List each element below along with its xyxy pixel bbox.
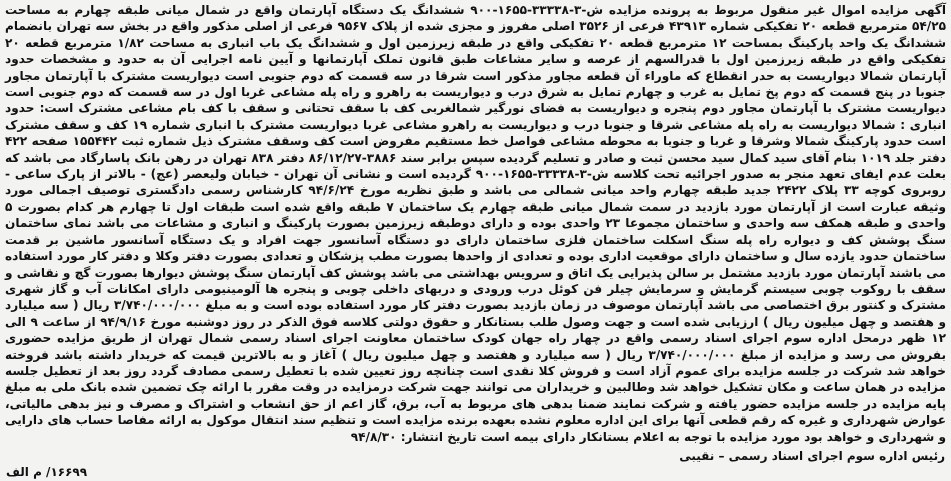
signature-row [6, 449, 945, 463]
notice-signature: رئیس اداره سوم اجرای اسناد رسمی – نقیبی [679, 449, 945, 463]
notice-body: آگهی مزایده اموال غیر منقول مربوط به پرونده مزایده ش-۳-۳۳۳۳۸-۱۶۵۵-۹۰۰ ششدانگ یک دستگاه آپارتمان واقع در شمال میانی طبقه چهارم به مساحت ۵۴/۲۵ مترمربع قطعه ۲۰ تفکیکی شماره ۴۳۹۱۳ فرعی از ۳۵۲۶ اصلی مفروز و مجزی شده از پلاک ۹۵۶۷ فرعی از اصلی مذکور واقع در بخش سه تهران بانضمام ششدانگ یک واحد پارکینگ بمساحت ۱۲ مترمربع قطعه ۲۰ تفکیکی واقع در طبقه زیرزمین اول و ششدانگ یک باب انباری به مساحت ۱/۸۲ مترمربع قطعه ۲۰ تفکیکی واقع در طبقه زیرزمین اول با قدرالسهم از عرصه و سایر مشاعات طبق قانون تملک آپارتمانها و آیین نامه اجرایی آن به حدود و مشخصات حدود آپارتمان شمالا دیواریست به حدر انقطاع که ماوراء آن قطعه مجاور مذکور است شرقا در سه قسمت که دوم جنوبی است دیواریست مشترک با آپارتمان مجاور جنوبا در پنج قسمت که دوم پخ تمایل به غرب و چهارم تمایل به شرق درب و دیواریست به راهرو و راه پله مشاعی غربا اول در سه قسمت که دوم جنوبی است دیواریست مشترک با آپارتمان مجاور دوم پنجره و دیواریست به فضای نورگیر شمالغربی کف با سقف تحتانی و سقف با کف بام مشاعی مشترک است: حدود انباری : شمالا دیواریست به راه پله مشاعی شرقا و جنوبا درب و دیواریست به راهرو مشاعی غربا دیواریست مشترک با انباری شماره ۱۹ کف و سقف مشترک است حدود پارکینگ شمالا وشرقا و غربا و جنوبا به محوطه مشاعی فواصل خط مستقیم مفروض است کف وسقف مشترک ذیل شماره ثبت ۱۵۵۴۴۲ صفحه ۴۲۲ دفتر جلد ۱۰۱۹ بنام آقای سید کمال سید محسن ثبت و صادر و تسلیم گردیده سپس برابر سند ۳۸۸۶-۸۶/۱۲/۲۷ دفتر ۸۳۸ تهران در رهن بانک پاسارگاد می باشد که بعلت عدم ایفای تعهد منجر به صدور اجرائیه تحت کلاسه ش-۳-۳۳۳۳۸-۱۶۵۵-۹۰۰ گردیده است و نشانی آن تهران - خیابان ولیعصر (عج) - بالاتر از پارک ساعی - روبروی کوچه ۳۳ پلاک ۲۴۲۲ جدید طبقه چهارم واحد میانی شمالی می باشد و طبق نظریه مورخ ۹۴/۶/۲۴ کارشناس رسمی دادگستری توصیف اجمالی مورد وثیقه عبارت است از آپارتمان مورد بازدید در سمت شمال میانی طبقه چهارم یک ساختمان ۷ طبقه واقع شده است طبقات اول تا چهارم هر کدام بصورت ۵ واحدی و طبقه همکف سه واحدی و ساختمان مجموعا ۲۳ واحدی بوده و دارای دوطبقه زیرزمین بصورت پارکینگ و انباری و مشاعات می باشد نمای ساختمان سنگ پوشش کف و دیواره راه پله سنگ اسکلت ساختمان فلزی ساختمان دارای دو دستگاه آسانسور جهت افراد و یک دستگاه آسانسور ماشین بر قدمت ساختمان حدود یازده سال و ساختمان دارای موقعیت اداری بوده و تعدادی از واحدها بصورت مطب پزشکان و تعدادی بصورت دفتر وکلا و دفتر کار مورد استفاده می باشند آپارتمان مورد بازدید مشتمل بر سالن پذیرایی یک اتاق و سرویس بهداشتی می باشد پوشش کف آپارتمان سنگ پوشش دیوارها بصورت گچ و نقاشی و سقف با روکوب چوبی سیستم گرمایش و سرمایش چیلر فن کوئل درب ورودی و دربهای داخلی چوبی و پنجره ها آلومینیومی دارای امکانات آب و گاز شهری مشترک و کنتور برق اختصاصی می باشد آپارتمان موصوف در زمان بازدید بصورت دفتر کار مورد استفاده بوده است و به مبلغ ۳/۷۴۰/۰۰۰/۰۰۰ ریال ( سه میلیارد و هفتصد و چهل میلیون ریال ) ارزیابی شده است و جهت وصول طلب بستانکار و حقوق دولتی کلاسه فوق الذکر در روز دوشنبه مورخ ۹۴/۹/۱۶ از ساعت ۹ الی ۱۲ ظهر درمحل اداره سوم اجرای اسناد رسمی واقع در چهار راه جهان کودک ساختمان معاونت اجرای اسناد رسمی شمال تهران از طریق مزایده حضوری بفروش می رسد و مزایده از مبلغ ۳/۷۴۰/۰۰۰/۰۰۰ ریال ( سه میلیارد و هفتصد و چهل میلیون ریال ) آغاز و به بالاترین قیمت که خریدار داشته باشد فروخته خواهد شد شرکت در جلسه مزایده برای عموم آزاد است و فروش کلا نقدی است چنانچه روز تعیین شده با تعطیل رسمی مصادف گردد روز بعد از تعطیل جلسه مزایده در همان ساعت و مکان تشکیل خواهد شد وطالبین و خریداران می توانند جهت شرکت درمزایده در وقت مقرر با ارائه چک تضمین شده بانک ملی به مبلغ پایه مزایده در جلسه مزایده حضور یافته و شرکت نمایند ضمنا بدهی های مربوط به آب، برق، گاز اعم از حق انشعاب و اشتراک و مصرف و نیز بدهی مالیاتی، عوارض شهرداری و غیره که رقم قطعی آنها برای این اداره معلوم نشده بعهده برنده مزایده است و تنظیم سند انتقال موکول به ارائه مفاصا حساب های دارایی و شهرداری و خواهد بود مورد مزایده با توجه به اعلام بستانکار دارای بیمه است تاریخ انتشار: ۹۴/۸/۳۰ [5, 3, 947, 444]
notice-code: ۱۶۶۹۹/ م الف [6, 465, 88, 479]
